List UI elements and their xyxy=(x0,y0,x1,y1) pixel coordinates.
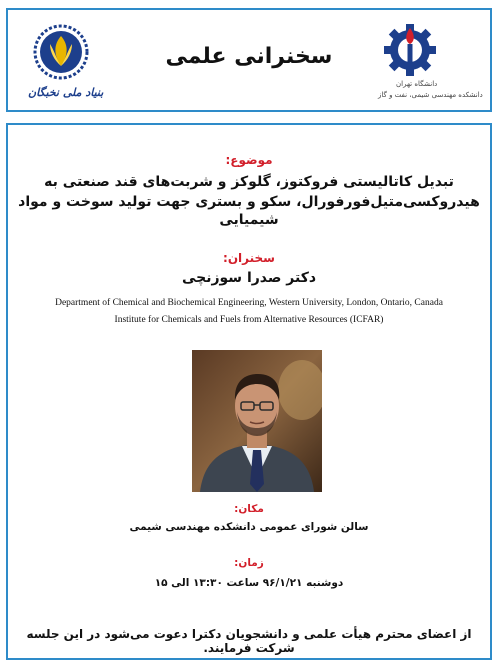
speaker-label: سخنران: xyxy=(223,251,275,265)
speaker-portrait-icon xyxy=(192,350,322,492)
speaker-name: دکتر صدرا سوزنچی xyxy=(181,270,317,286)
header-panel xyxy=(6,8,492,112)
announcement-panel xyxy=(6,123,492,660)
time-label: زمان: xyxy=(234,557,264,569)
university-logo xyxy=(378,20,483,104)
topic-label: موضوع: xyxy=(225,153,273,167)
elites-foundation-logo xyxy=(26,20,104,104)
page-title: سخنرانی علمی xyxy=(165,44,333,69)
university-caption-1: دانشگاه تهران xyxy=(396,80,438,88)
venue-value: سالن شورای عمومی دانشکده مهندسی شیمی xyxy=(129,521,369,533)
gear-torch-emblem-icon xyxy=(378,20,474,82)
venue-label: مکان: xyxy=(234,503,264,515)
topic-line-1: تبدیل کاتالیستی فروکتوز، گلوکز و شربت‌های قند صنعتی به xyxy=(44,174,454,190)
elites-logo-caption: بنیاد ملی نخبگان xyxy=(28,86,104,99)
invitation-text: از اعضای محترم هیأت علمی و دانشجویان دکترا دعوت می‌شود در این جلسه شرکت فرمایند. xyxy=(26,627,472,655)
topic-line-2: هیدروکسی‌متیل‌فورفورال، سکو و بستری جهت تولید سوخت و مواد شیمیایی xyxy=(18,194,480,228)
time-value: دوشنبه ۹۶/۱/۲۱ ساعت ۱۳:۳۰ الی ۱۵ xyxy=(154,577,344,589)
university-caption-2: دانشکده مهندسی شیمی، نفت و گاز xyxy=(378,91,483,99)
speaker-affiliation-2: Institute for Chemicals and Fuels from Alternative Resources (ICFAR) xyxy=(114,315,384,325)
speaker-affiliation-1: Department of Chemical and Biochemical Engineering, Western University, London, Ontario, Canada xyxy=(55,298,443,308)
speaker-photo xyxy=(192,350,322,492)
